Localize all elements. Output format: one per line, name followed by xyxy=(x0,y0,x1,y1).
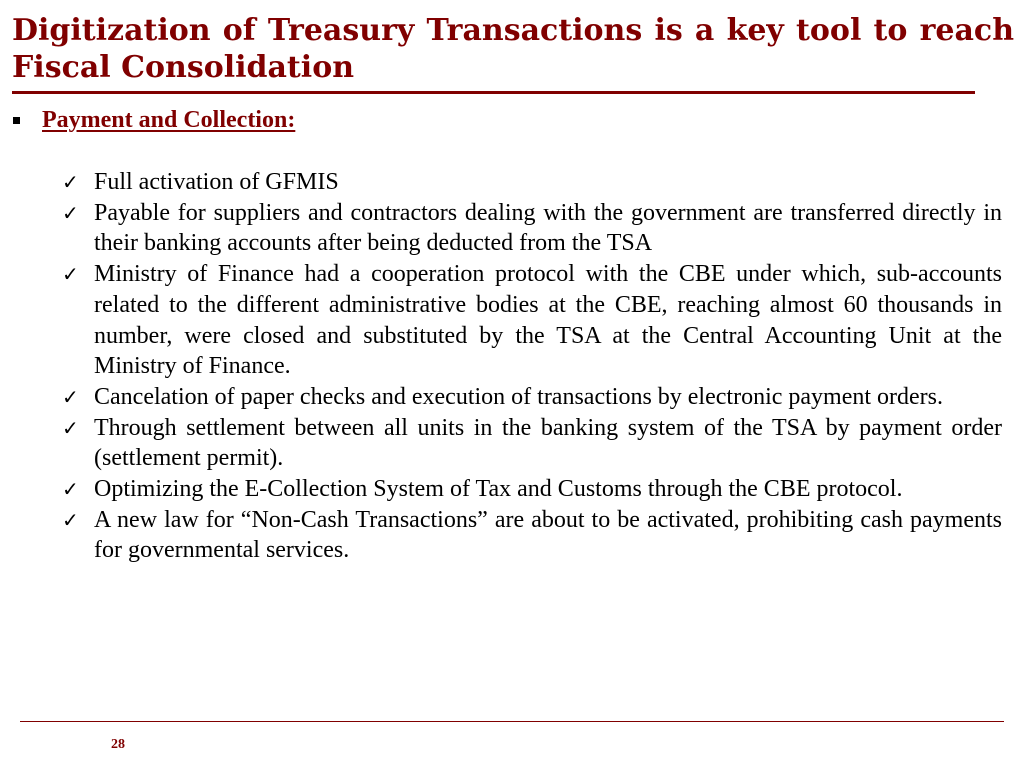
list-item-text: Through settlement between all units in the banking system of the TSA by payment order (settlement permit). xyxy=(94,414,1002,472)
list-item xyxy=(62,259,1002,382)
checkmark-icon: ✓ xyxy=(62,200,79,225)
checkmark-icon: ✓ xyxy=(62,262,79,287)
list-item xyxy=(62,474,1002,505)
title-underline xyxy=(12,91,975,94)
section-heading: Payment and Collection: xyxy=(42,107,296,133)
section-header xyxy=(12,106,295,134)
list-item-text: Cancelation of paper checks and execution of transactions by electronic payment orders. xyxy=(94,383,943,410)
list-item xyxy=(62,382,1002,413)
square-bullet-icon xyxy=(13,117,20,124)
checkmark-icon: ✓ xyxy=(62,507,79,532)
checkmark-icon: ✓ xyxy=(62,384,79,409)
checklist xyxy=(62,167,1002,566)
list-item xyxy=(62,413,1002,474)
checkmark-icon: ✓ xyxy=(62,170,79,194)
slide-title: Digitization of Treasury Transactions is a key tool to reach Fiscal Consolidation xyxy=(12,13,1014,85)
footer-divider xyxy=(20,721,1004,722)
checkmark-icon: ✓ xyxy=(62,477,79,502)
list-item-text: A new law for “Non-Cash Transactions” are about to be activated, prohibiting cash payments for governmental services. xyxy=(94,506,1002,564)
list-item-text: Payable for suppliers and contractors dealing with the government are transferred directly in their banking accounts after being deducted from the TSA xyxy=(94,199,1002,257)
list-item xyxy=(62,505,1002,566)
list-item xyxy=(62,198,1002,259)
checkmark-icon: ✓ xyxy=(62,415,79,440)
list-item-text: Full activation of GFMIS xyxy=(94,169,339,195)
page-number: 28 xyxy=(111,737,125,752)
list-item-text: Optimizing the E-Collection System of Tax and Customs through the CBE protocol. xyxy=(94,476,903,503)
list-item xyxy=(62,167,1002,198)
list-item-text: Ministry of Finance had a cooperation protocol with the CBE under which, sub-accounts related to the different administrative bodies at the CBE, reaching almost 60 thousands in number, were closed and substituted by the TSA at the Central Accounting Unit at the Ministry of Finance. xyxy=(94,261,1002,380)
